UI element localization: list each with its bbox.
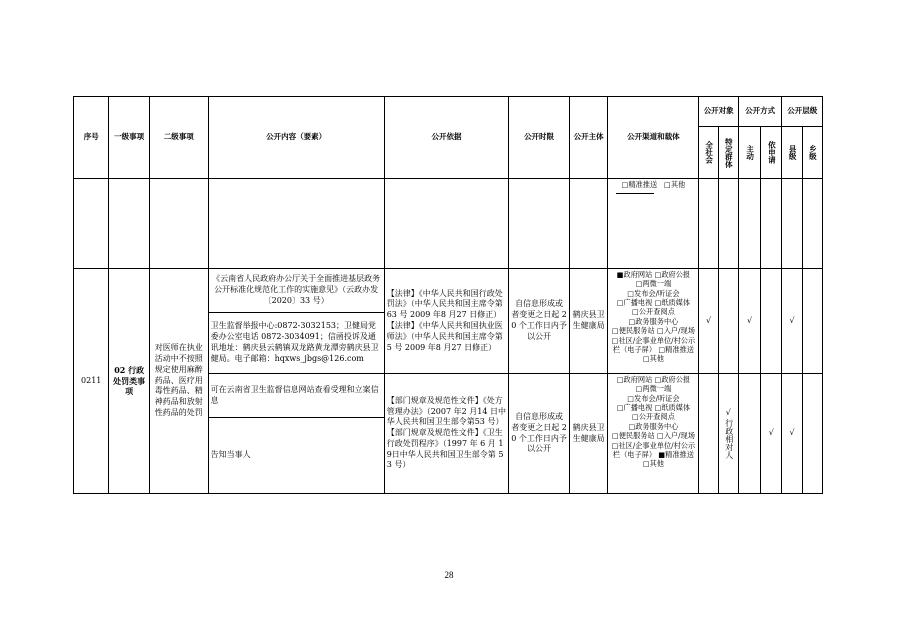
header-method: 公开方式 [738, 97, 782, 127]
header-seq: 序号 [74, 97, 109, 179]
channel-item: □其他 [642, 459, 664, 469]
header-level1: 一级事项 [109, 97, 149, 179]
channel-item: □入户/现场 [656, 431, 695, 441]
channel-item: □公开查阅点 [632, 307, 675, 317]
channel-item: □社区/企事业单位/村公示栏（电子屏） [611, 335, 696, 354]
row2-basis: 【部门规章及规范性文件】《处方管理办法》（2007 年2 月14 日中华人民共和国卫生部令第53 号）【部门规章及规范性文件】《卫生行政处罚程序》（1997 年 6 月 19日中华人民共和国卫生部令第 53 号） [384, 374, 508, 494]
channel-item: □政务服务中心 [628, 316, 679, 326]
header-method-active: 主动 [745, 145, 755, 160]
continuation-channel [608, 179, 699, 269]
row1-tier-township [802, 269, 822, 374]
header-target: 公开对象 [699, 97, 738, 127]
row-level1: 02 行政处罚类事项 [109, 269, 149, 494]
row1-tier-county: √ [782, 269, 802, 374]
channel-item: □纸质媒体 [654, 403, 691, 413]
table-row [74, 269, 823, 313]
row1-method-active: √ [738, 269, 760, 374]
channel-item: □广播电视 [616, 403, 653, 413]
header-content: 公开内容（要素） [208, 97, 384, 179]
header-subject: 公开主体 [569, 97, 607, 179]
channel-item: □精准推送 [621, 180, 658, 189]
channel-item: ■政府网站 [616, 270, 653, 279]
channel-item: □两微一端 [635, 384, 672, 394]
row-level2: 对医师在执业活动中不按照规定使用麻醉药品、医疗用毒性药品、精神药品和放射性药品的处罚 [149, 269, 208, 494]
divider [616, 193, 654, 194]
row1-content-a: 《云南省人民政府办公厅关于全面推进基层政务公开标准化规范化工作的实施意见》（云政办发〔2020〕33 号） [208, 269, 384, 313]
channel-item: ■精准推送 [658, 449, 694, 459]
row2-content-b: 告知当事人 [208, 418, 384, 494]
row2-channels [608, 374, 699, 494]
row1-content-b: 卫生监督举报中心:0872-3032153；卫健局党委办公室电话 0872-3034091；信函投诉及通讯地址：鹤庆县云鹤镇双龙路黄龙潭旁鹤庆县卫健局。电子邮箱：hqxws_jbgs@126.com [208, 313, 384, 374]
row2-method-request: √ [761, 374, 782, 494]
disclosure-table [73, 96, 823, 494]
row2-content-a: 可在云南省卫生监督信息网站查看受理和立案信息 [208, 374, 384, 418]
row1-target-all: √ [699, 269, 718, 374]
channel-item: □政务服务中心 [628, 421, 679, 431]
header-channel: 公开渠道和载体 [608, 97, 699, 179]
header-tier: 公开层级 [782, 97, 823, 127]
header-target-specific: 特定群体 [724, 137, 734, 168]
channel-item: □纸质媒体 [654, 298, 691, 308]
channel-item: □入户/现场 [656, 326, 695, 336]
row2-tier-township [802, 374, 822, 494]
row2-tier-county: √ [782, 374, 802, 494]
row2-method-active [738, 374, 760, 494]
row1-subject: 鹤庆县卫生健康局 [569, 269, 607, 374]
channel-item: □两微一端 [635, 279, 672, 289]
row-seq: 0211 [74, 269, 109, 494]
channel-item: □公开查阅点 [632, 412, 675, 422]
page-number: 28 [444, 570, 454, 580]
channel-item: □政府网站 [616, 375, 653, 384]
header-tier-township: 乡级 [808, 145, 818, 160]
channel-item: □便民服务站 [611, 326, 655, 336]
row1-basis: 【法律】《中华人民共和国行政处罚法》（中华人民共和国主席令第63 号 2009 年8 月27 日修正）【法律】《中华人民共和国执业医师法》（中华人民共和国主席令第5 号 2009 年8 月27 日修正） [384, 269, 508, 374]
channel-item: □精准推送 [658, 344, 694, 354]
channel-item: □政府公报 [654, 375, 691, 384]
row2-target-all [699, 374, 718, 494]
channel-item: □政府公报 [654, 270, 691, 279]
header-target-all: 全社会 [704, 141, 714, 164]
row1-target-specific [718, 269, 738, 374]
row1-time: 自信息形成或者变更之日起 20 个工作日内予以公开 [509, 269, 570, 374]
header-basis: 公开依据 [384, 97, 508, 179]
channel-item: □便民服务站 [611, 431, 655, 441]
channel-item: □发布会/听证会 [627, 393, 680, 403]
channel-item: □发布会/听证会 [627, 288, 680, 298]
row2-target-specific [718, 374, 738, 494]
header-level2: 二级事项 [149, 97, 208, 179]
row1-method-request [761, 269, 782, 374]
row2-specific-check: √ [725, 408, 731, 418]
table-row [74, 179, 823, 269]
header-method-request: 依申请 [767, 141, 777, 164]
row2-time: 自信息形成或者变更之日起 20 个工作日内予以公开 [509, 374, 570, 494]
channel-item: □其他 [664, 180, 686, 189]
row2-specific-label: 行政相对人 [724, 418, 734, 459]
row2-subject: 鹤庆县卫生健康局 [569, 374, 607, 494]
header-tier-county: 县级 [788, 145, 798, 160]
channel-item: □其他 [642, 354, 664, 364]
row1-channels [608, 269, 699, 374]
header-time: 公开时限 [509, 97, 570, 179]
channel-item: □社区/企事业单位/村公示栏（电子屏） [611, 440, 696, 459]
channel-item: □广播电视 [616, 298, 653, 308]
